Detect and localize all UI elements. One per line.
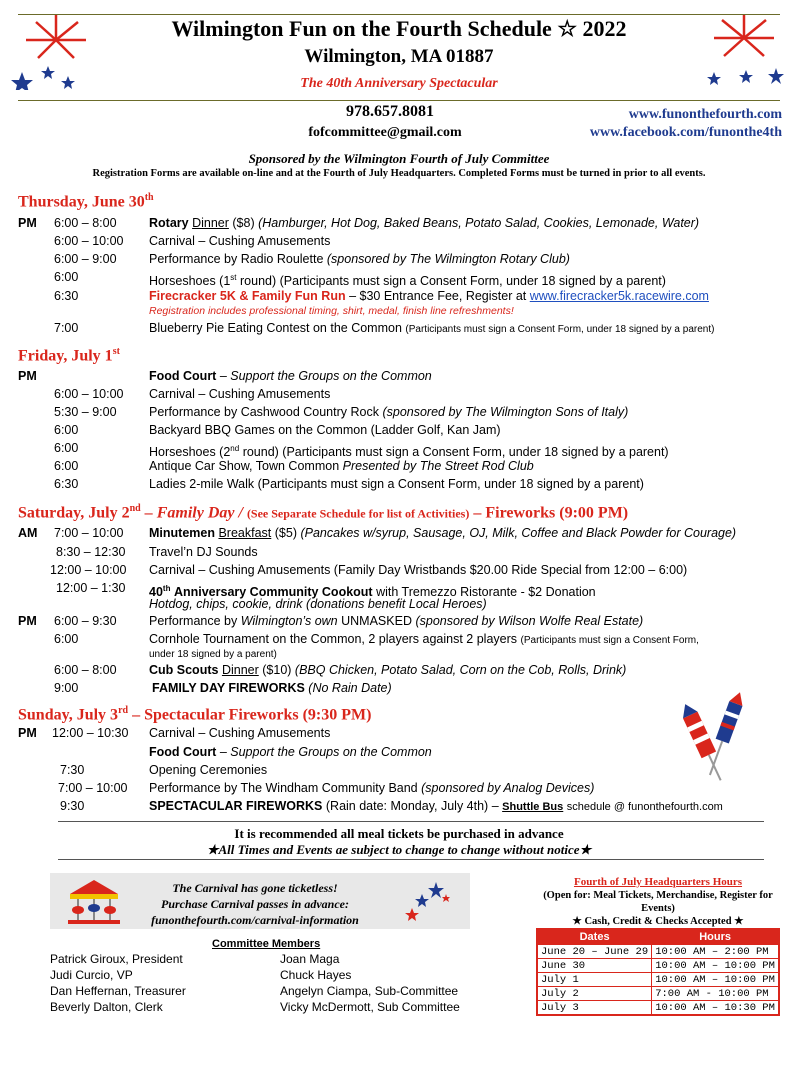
carnival-ticketless-note: The Carnival has gone ticketless! Purchase Carnival passes in advance: funonthefourth.com/carnival-information [151,881,359,927]
top-rule [18,14,780,15]
facebook-link[interactable]: www.facebook.com/funonthe4th [589,125,782,140]
day-heading-sunday: Sunday, July 3rd – Spectacular Fireworks (9:30 PM) [18,705,372,724]
changes-note: ★All Times and Events ae subject to change to change without notice★ [206,842,592,857]
table-row: July 2 7:00 AM - 10:00 PM [537,987,779,1001]
day-heading-thursday: Thursday, June 30th [18,192,154,211]
anniversary-tagline: The 40th Anniversary Spectacular [300,76,498,91]
committee-heading: Committee Members [212,938,321,950]
stars-icon [402,880,452,924]
table-row: June 30 10:00 AM – 10:00 PM [537,959,779,973]
phone: 978.657.8081 [346,103,434,120]
location: Wilmington, MA 01887 [304,46,494,67]
divider [58,859,764,860]
hq-info: Fourth of July Headquarters Hours (Open for: Meal Tickets, Merchandise, Register for Events) ★ Cash, Credit & Checks Accepted ★ [543,876,773,927]
divider [58,821,764,822]
table-row: July 3 10:00 AM – 10:30 PM [537,1001,779,1016]
email[interactable]: fofcommittee@gmail.com [308,125,462,140]
page-title: Wilmington Fun on the Fourth Schedule ☆ 2022 [171,16,627,41]
meal-ticket-note: It is recommended all meal tickets be purchased in advance [234,826,564,841]
rockets-icon [672,688,754,784]
firecracker-link[interactable]: www.firecracker5k.racewire.com [529,289,709,303]
table-row: June 20 – June 29 10:00 AM – 2:00 PM [537,945,779,959]
header-rule [18,100,780,101]
day-heading-friday: Friday, July 1st [18,346,120,365]
sponsor-line: Sponsored by the Wilmington Fourth of July Committee [248,151,550,166]
committee-right: Joan Maga Chuck Hayes Angelyn Ciampa, Sub-Committee Vicky McDermott, Sub Committee [280,952,460,1014]
committee-left: Patrick Giroux, President Judi Curcio, VP Dan Heffernan, Treasurer Beverly Dalton, Clerk [50,952,186,1014]
table-row: July 1 10:00 AM – 10:00 PM [537,973,779,987]
hq-hours-table: Dates Hours June 20 – June 29 10:00 AM – 2:00 PM June 30 10:00 AM – 10:00 PM July 1 10:00 AM – 10:00 PM July 2 7:00 AM - 10:00 PM July 3 10:00 AM – 10:30 PM [536,928,780,1016]
carousel-icon [66,878,122,926]
website-link[interactable]: www.funonthefourth.com [628,107,782,122]
day-heading-saturday: Saturday, July 2nd – Family Day / (See Separate Schedule for list of Activities) – Fireworks (9:00 PM) [18,503,629,522]
registration-note: Registration Forms are available on-line and at the Fourth of July Headquarters. Completed Forms must be turned in prior to all events. [92,168,706,179]
